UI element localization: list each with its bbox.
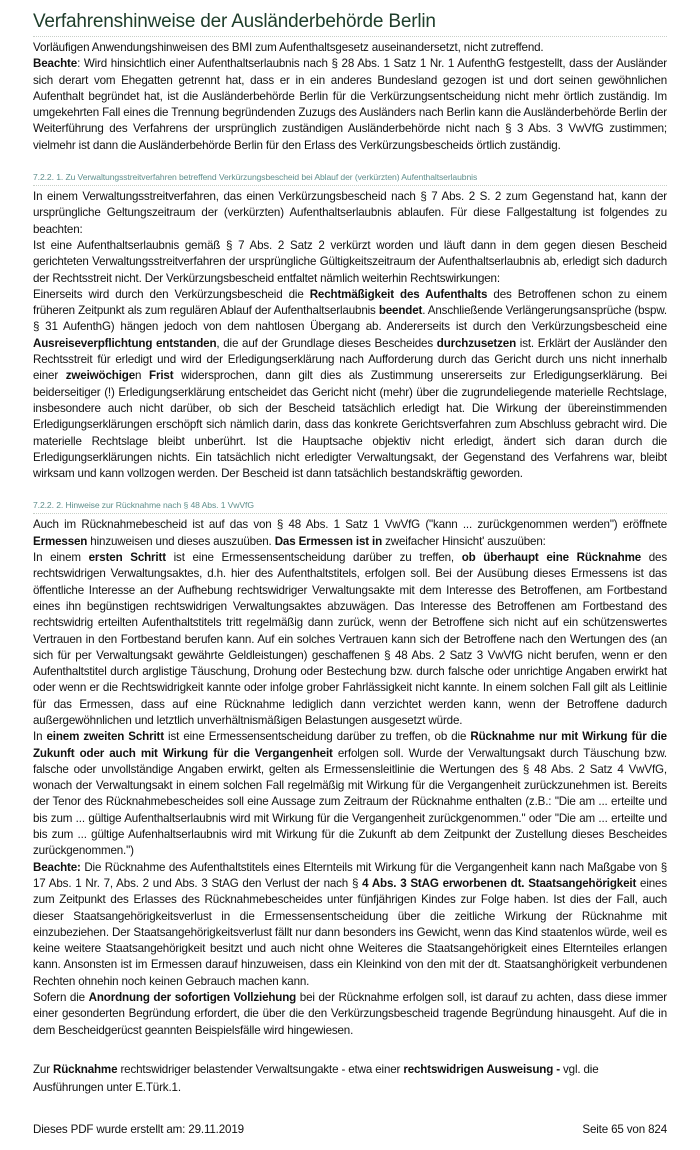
footer [33,1098,667,1138]
section-7-2-2-1-body [33,189,667,482]
paragraph [33,56,667,154]
text: Zur [33,1062,54,1076]
text: Vorläufigen Anwendungshinweisen des BMI zum Aufenthaltsgesetz auseinandersetzt, nicht zutreffend. [33,41,544,54]
text: vgl. die Ausführungen unter E.Türk.1. [33,1062,599,1095]
text: ist eine Ermessensentscheidung darüber zu treffen, ob die [163,730,471,744]
section-7-2-2-2-body [33,517,667,1039]
bold-text: Anordnung der sofortigen Vollziehung [88,991,297,1005]
text: ist eine Ermessensentscheidung darüber zu treffen, [165,551,462,565]
text: des Betroffenen schon zu einem früheren Zeitpunkt als zum regulären Ablauf der Aufenthaltserlaubnis [33,287,667,318]
bold-text: Rücknahme [53,1062,118,1076]
section-heading-7-2-2-2: 7.2.2. 2. Hinweise zur Rücknahme nach § 48 Abs. 1 VwVfG [33,500,254,511]
text: Ist eine Aufenthaltserlaubnis gemäß § 7 Abs. 2 Satz 2 verkürzt worden und läuft dann in dem gegen diesen Bescheid gerichteten Verwaltungsstreitverfahren der ursprüngliche Gültigkeitszeitraum der Aufenthaltserlaubnis ab, erledigt sich dadurch der Rechtsstreit nicht. Der Verkürzungsbescheid entfaltet nämlich weiterhin Rechtswirkungen: [33,238,667,285]
closing-paragraph [33,1061,667,1098]
text: , die auf der Grundlage dieses Bescheides [216,336,437,350]
text: Einerseits wird durch den Verkürzungsbescheid die [33,287,310,301]
text: eines zum Zeitpunkt des Erlasses des Rücknahmebescheides unter fünfjährigen Kindes zur Folge haben. Ist dies der Fall, auch dieser Staatsangehörigkeitsverlust in die Ermessensentscheidung über die zeitliche Wirkung der Rücknahme mit einzubeziehen. Der Staatsangehörigkeitsverlust fällt nur dann besonders ins Gewicht, wenn das Kind staatenlos würde, weil es keine weitere Staatsangehörigkeit besitzt und auch nicht ohne Weiteres die Staatsangehörigkeit eines Elternteiles erlangen kann. Ansonsten ist im Ermessen darauf hinzuweisen, dass ein Kleinkind von den mit der dt. Staatsanghörigkeit verbundenen Rechten ohnehin noch keinen Gebrauch machen kann. [33,876,667,988]
bold-text: Ausreiseverpflichtung entstanden [33,336,217,350]
bold-text: zweiwöchige [65,369,135,383]
intro-section [33,40,667,154]
text: In einem Verwaltungsstreitverfahren, das einen Verkürzungsbescheid nach § 7 Abs. 2 S. 2 zum Gegenstand hat, kann der ursprüngliche Geltungszeitraum der (verkürzten) Aufenthaltserlaubnis ablaufen. Für diese Fallgestaltung ist folgendes zu beachten: [33,190,667,236]
paragraph [33,189,667,238]
paragraph [33,729,667,859]
text: rechtswidriger belastender Verwaltsungakte - etwa einer [117,1062,404,1076]
bold-text: durchzusetzen [436,336,516,350]
section-divider [33,185,667,186]
section-divider [33,513,667,514]
bold-text: Rechtmäßigkeit des Aufenthalts [309,287,488,301]
paragraph [33,238,667,287]
text: erfolgen soll. Wurde der Verwaltungsakt durch Täuschung bzw. falsche oder unvollständige Angaben erwirkt, gelten als Ermessensleitlinie die Wertungen des § 48 Abs. 2 Satz 4 VwVfG, wonach der Verwaltungsakt in einem solchen Fall regelmäßig mit Wirkung für die Vergangenheit zurückzunehmen ist. Bereits der Tenor des Rücknahmebescheides soll eine Aussage zum Zeitraum der Rücknahme enthalten (z.B.: "Die am ... erteilte und bis zum ... gültige Aufenthaltserlaubnis wird mit Wirkung für die Vergangenheit zurückgenommen." oder "Die am ... erteilte und bis zum ... gültige Aufenhaltserlaubnis wird mit Wirkung für die Zukunft ab dem Zeitpunkt der Zustellung dieses Bescheides zurückgenommen.") [33,746,667,858]
paragraph [33,40,667,56]
bold-text: Rücknahme nur mit Wirkung für die Zukunft oder auch mit Wirkung für die Vergangenheit [33,730,667,760]
text: In [33,730,47,744]
bold-text: Das Ermessen ist in [274,534,383,548]
bold-text: 4 Abs. 3 StAG erworbenen dt. Staatsangehörigkeit [362,876,637,890]
text: bei der Rücknahme erfolgen soll, ist darauf zu achten, dass diese immer einer gesonderten Begründung erfordert, die über die den Verkürzungsbescheid tragende Begründung hinausgeht. Auf die in dem Bescheidgerücst geannten Beispielsfälle wird hingewiesen. [33,991,667,1037]
bold-text: einem zweiten Schritt [46,730,164,744]
bold-text: ob überhaupt eine Rücknahme [461,551,642,565]
paragraph [33,287,667,483]
text: des rechtswidrigen Verwaltungsaktes, d.h. hier des Aufenthaltstitels, erfolgen soll. Bei der Ausübung dieses Ermessens ist das öffentliche Interesse an der Aufhebung rechtswidriger Verwaltungsakte mit dem Interesse des Betroffenen, am Fortbestand eines ihn begünstigen rechtswidrigen Verwaltungsaktes abzuwägen. Das Interesse des Betroffenen am Fortbestand des rechtswidrig erteilten Aufenthaltstitels tritt regelmäßig dann zurück, wenn der Betroffene sich nicht auf ein schützenswertes Vertrauen in den Fortbestand berufen kann. Auf ein solches Vertrauen kann sich der Betroffene nach den Wertungen des (an sich für per Verwaltungsakt gewährte Geldleistungen) geschaffenen § 48 Abs. 2 Satz 3 VwVfG nicht berufen, wenn er den Aufenthaltstitel durch arglistige Täuschung, Drohung oder Bestechung bzw. durch falsche oder unrichtige Angaben erwirkt hat oder wenn er die Rechtswidrigkeit kannte oder infolge grober Fahrlässigkeit nicht kannte. In einem solchen Fall gilt als Leitlinie für das Ermessen, dass auf eine Rücknahme lediglich dann verzichtet werden kann, wenn der Betroffene dadurch außergewöhnlichen und letztlich unverhältnismäßigen Belastungen ausgesetzt würde. [33,551,667,727]
section-heading-7-2-2-1: 7.2.2. 1. Zu Verwaltungsstreitverfahren betreffend Verkürzungsbescheid bei Ablauf der (verkürzten) Aufenthaltserlaubnis [33,172,478,183]
text: n [135,369,150,383]
bold-text: beendet [378,304,423,318]
text: hinzuweisen und dieses auszuüben. [87,534,275,548]
bold-text: Frist [149,369,174,383]
text: In einem [33,551,89,565]
text: ist. Erklärt der Ausländer den Rechtsstreit für erledigt und wird der Erledigungserklärung nach Aufforderung durch das Gericht durch uns nicht innerhalb einer [33,336,667,383]
bold-text: Ermessen [33,534,88,548]
paragraph [33,517,667,550]
bold-text: Beachte: [33,860,81,874]
footer-created-date: Dieses PDF wurde erstellt am: 29.11.2019 [33,1122,244,1136]
paragraph [33,1061,667,1098]
title-divider [33,36,667,37]
text: zweifacher Hinsicht' auszuüben: [382,534,546,548]
text: : Wird hinsichtlich einer Aufenthaltserlaubnis nach § 28 Abs. 1 Satz 1 Nr. 1 AufenthG festgestellt, dass der Ausländer sich derart vom Ehegatten getrennt hat, dass er in ein anderes Bundesland gezogen ist und dort seinen gewöhnlichen Aufenthalt begründet hat, ist die Ausländerbehörde Berlin für die Verkürzungsentscheidung nicht mehr örtlich zuständig. Im umgekehrten Fall eines die Trennung begründenden Zuzugs des Ausländers nach Berlin kann die Ausländerbehörde Berlin der Weiterführung des Verfahrens der ursprünglich zuständigen Ausländerbehörde nicht nach § 3 Abs. 3 VwVfG zustimmen; vielmehr ist dann die Ausländerbehörde Berlin für den Erlass des Verkürzungsbescheids örtlich zuständig. [33,57,667,152]
paragraph [33,990,667,1039]
text: widersprochen, dann gilt dies als Zustimmung unsererseits zur Erledigungserklärung. Bei beiderseitiger (!) Erledigungserklärung entscheidet das Gericht nicht (mehr) über die zugrundeliegende materielle Rechtslage, insbesondere auch nicht darüber, ob sich der Bescheid tatsächlich erledigt hat. Die Wirkung der übereinstimmenden Erledigungserklärungen erschöpft sich nämlich darin, dass das konkrete Gerichtsverfahren zum Abschluss gebracht wird. Die materielle Rechtslage bleibt unberührt. Ist die Hauptsache objektiv nicht erledigt, ändert sich daran durch die Erledigungserklärungen nichts. Ein tatsächlich nicht erledigter Verwaltungsakt, der Gegenstand des Verfahrens war, bleibt wirksam und kann vollzogen werden. Der Bescheid ist dann tatsächlich bestandskräftig geworden. [33,369,667,481]
footer-page-number: Seite 65 von 824 [582,1122,667,1136]
text: Auch im Rücknahmebescheid ist auf das von § 48 Abs. 1 Satz 1 VwVfG ("kann ... zurückgenommen werden") eröffnete [33,518,667,532]
text: . Anschließende Verlängerungsansprüche (bspw. § 31 AufenthG) hängen jedoch von dem nahtlosen Übergang ab. Andererseits ist durch den Verkürzungsbescheid eine [33,304,667,334]
paragraph [33,550,667,729]
bold-text: rechtswidrigen Ausweisung - [403,1062,560,1076]
bold-text: Beachte [33,57,78,71]
text: Die Rücknahme des Aufenthaltstitels eines Elternteils mit Wirkung für die Vergangenheit kann nach Maßgabe von § 17 Abs. 1 Nr. 7, Abs. 2 und Abs. 3 StAG den Verlust der nach § [33,860,667,890]
page-title: Verfahrenshinweise der Ausländerbehörde Berlin [33,11,436,32]
paragraph [33,860,667,990]
bold-text: ersten Schritt [88,551,166,565]
text: Sofern die [33,991,89,1005]
